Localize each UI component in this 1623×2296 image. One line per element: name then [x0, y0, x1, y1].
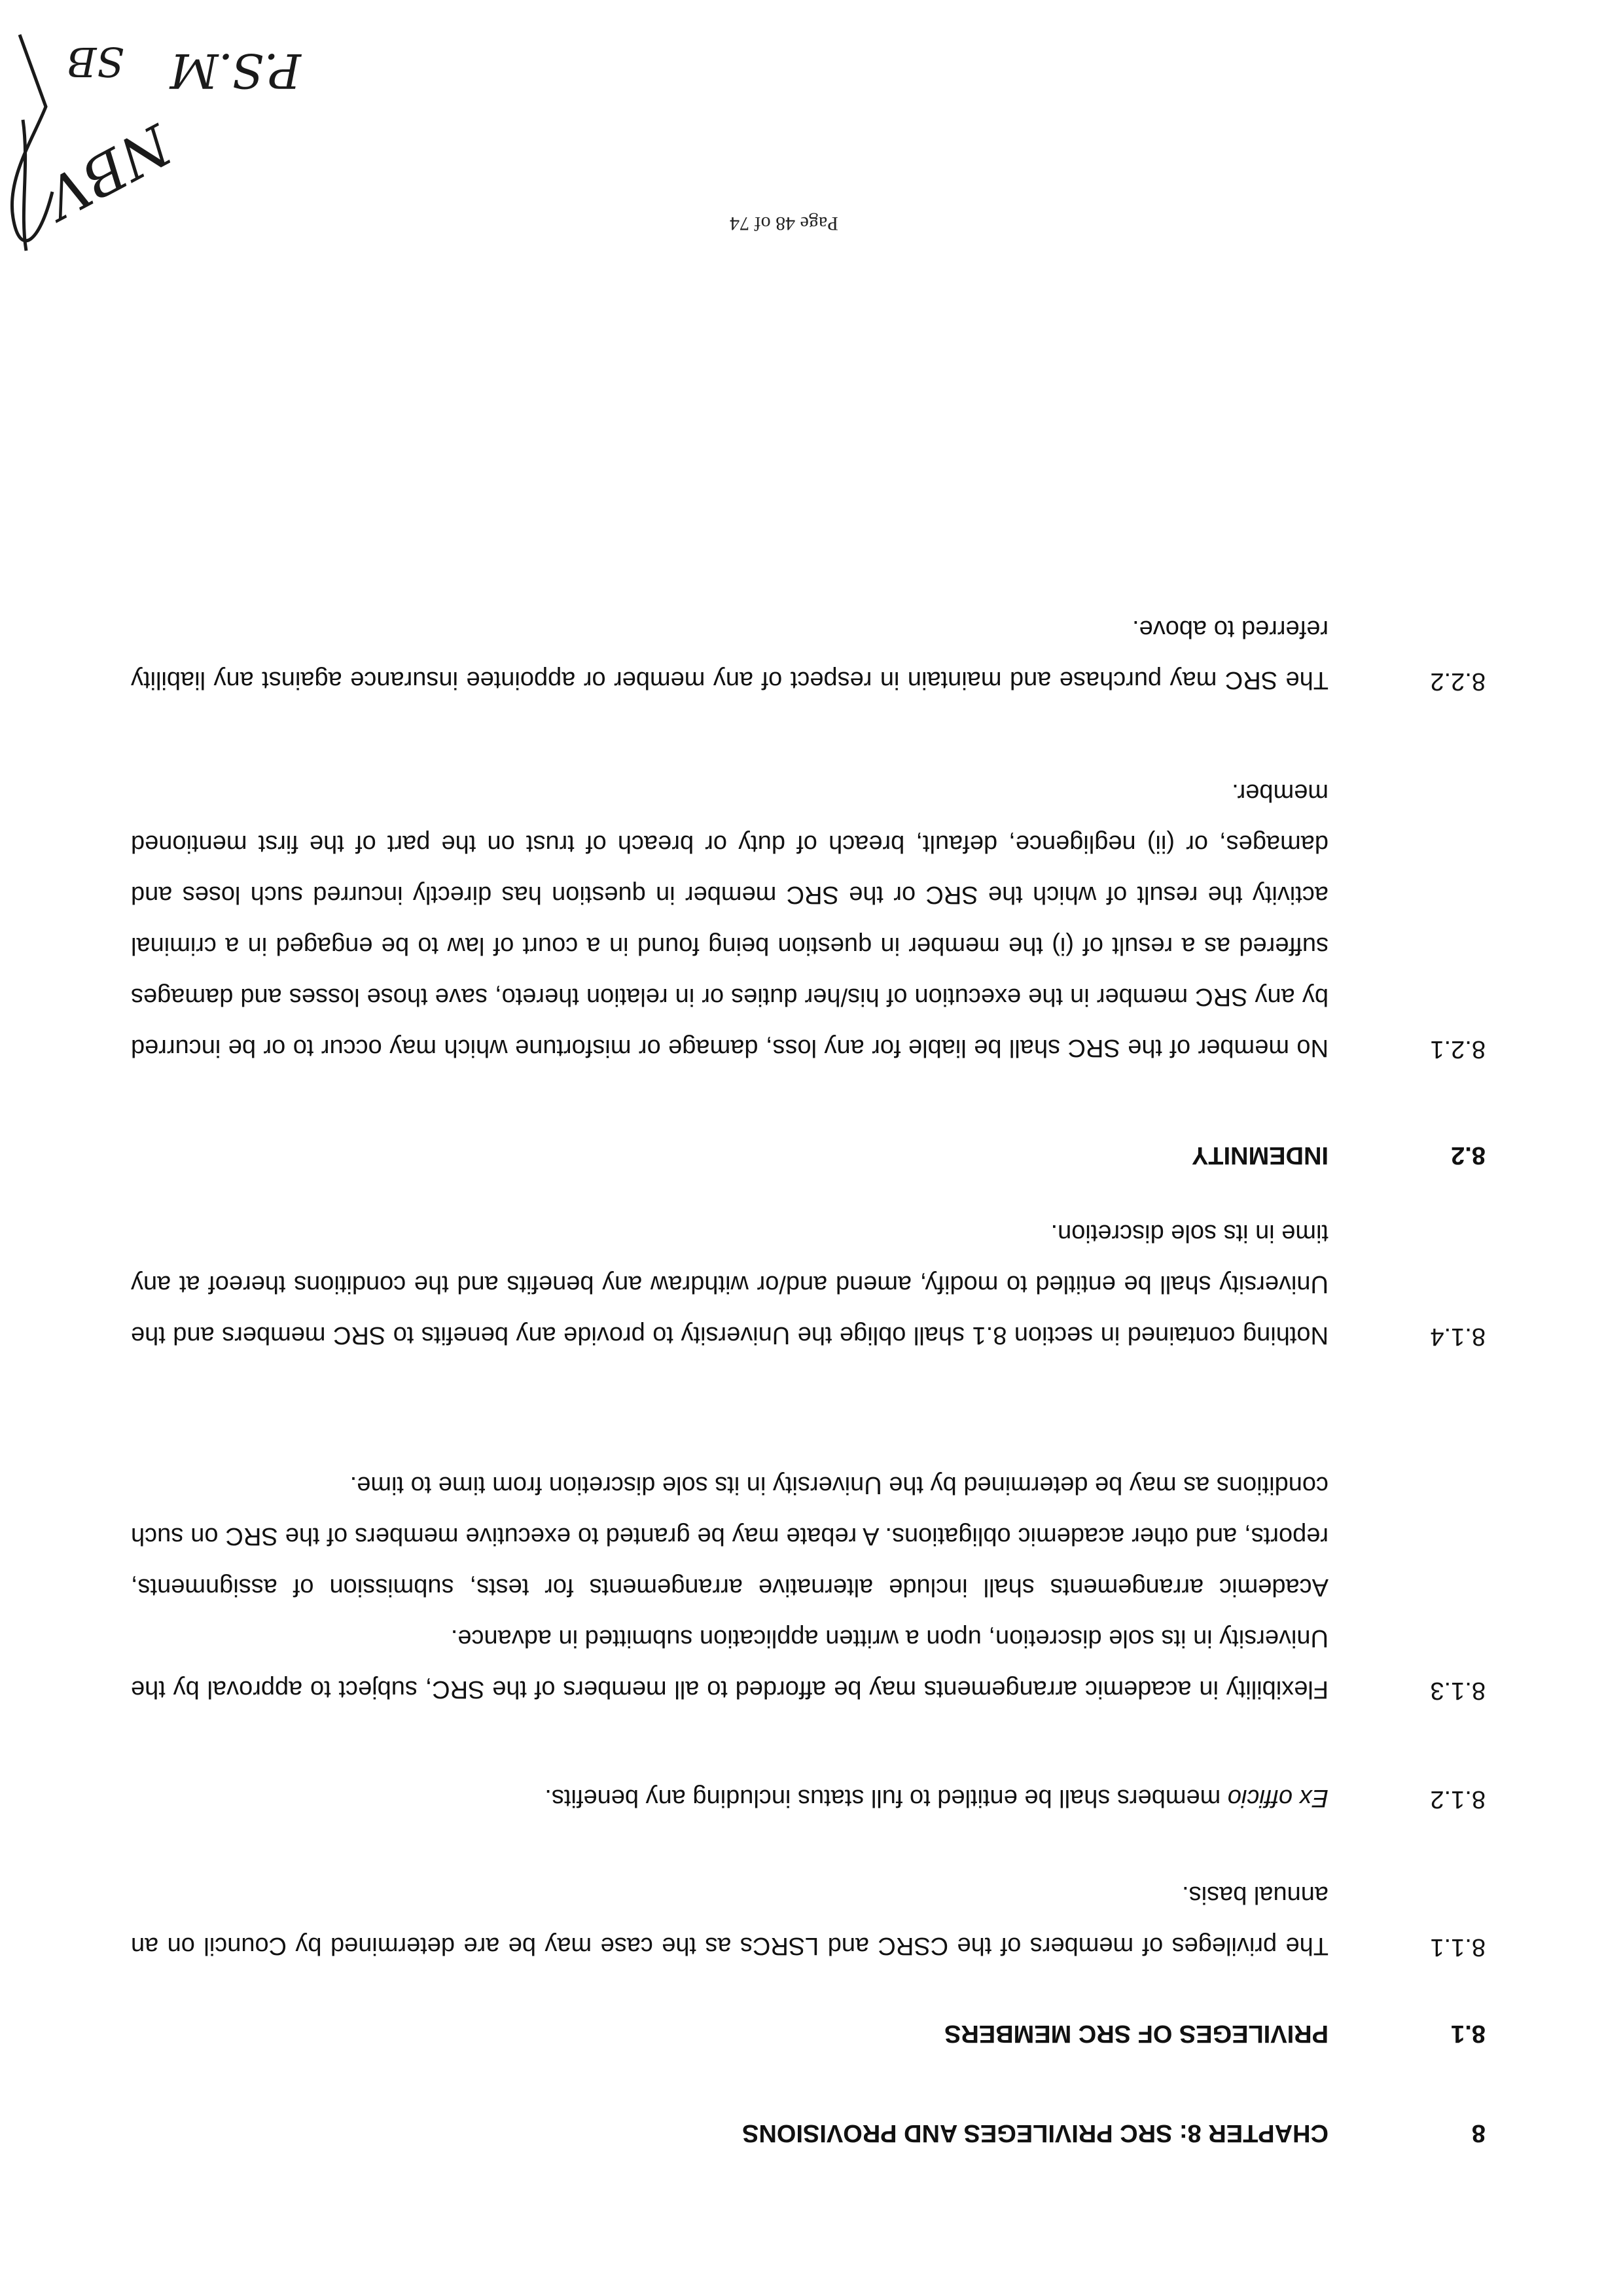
section-title-8-1: PRIVILEGES OF SRC MEMBERS — [944, 2020, 1329, 2047]
signature-mark — [0, 28, 327, 270]
page-number: Page 48 of 74 — [730, 213, 838, 234]
chapter-title: CHAPTER 8: SRC PRIVILEGES AND PROVISIONS — [742, 2119, 1329, 2147]
clause-number-8-1-1: 8.1.1 — [1430, 1933, 1486, 1961]
clause-text-8-1-3b: Academic arrangements shall include alternative arrangements for tests, submission of assignments, reports, and other academic obligations. A rebate may be granted to executive members of the SRC on such conditions as may be determined by the University in its sole discretion from time to time. — [131, 1471, 1329, 1601]
signature-stroke-2 — [23, 120, 26, 251]
clause-text-8-2-1: No member of the SRC shall be liable for any loss, damage or misfortune which may occur to or be incurred by any SRC member in the execution of his/her duties or in relation thereto, save those losses and damages suffered as a result of (i) the member in question being found in a court of law to be engaged in a criminal activity the result of which the SRC or the SRC member in question has directly incurred such loses and damages, or (ii) negligence, default, breach of duty or breach of trust on the part of the first mentioned member. — [131, 779, 1329, 1062]
clause-number-8-1-2: 8.1.2 — [1430, 1785, 1486, 1813]
clause-number-8-1-4: 8.1.4 — [1430, 1323, 1486, 1350]
section-number-8-2: 8.2 — [1451, 1141, 1486, 1169]
clause-text-8-1-2 — [131, 1772, 1329, 1823]
clause-number-8-2-2: 8.2.2 — [1430, 668, 1486, 695]
section-title-8-2: INDEMNITY — [1192, 1141, 1329, 1169]
clause-emphasis-8-1-2: Ex officio — [1227, 1784, 1329, 1812]
clause-text-8-1-4: Nothing contained in section 8.1 shall oblige the University to provide any benefits to SRC members and the University shall be entitled to modify, amend and/or withdraw any benefits and the conditions thereof at any time in its sole discretion. — [131, 1219, 1329, 1349]
clause-number-8-2-1: 8.2.1 — [1430, 1035, 1486, 1063]
initials-sb: SB — [66, 38, 124, 86]
signature-stroke — [12, 35, 52, 241]
clause-text-8-1-3a: Flexibility in academic arrangements may be afforded to all members of the SRC, subject to approval by the University in its sole discretion, upon a written application submitted in advance. — [131, 1624, 1329, 1703]
clause-number-8-1-3: 8.1.3 — [1430, 1677, 1486, 1704]
clause-text-8-1-1: The privileges of members of the CSRC and LSRCs as the case may be are determined by Council on an annual basis. — [131, 1881, 1329, 1960]
clause-text-8-2-2: The SRC may purchase and maintain in respect of any member or appointee insurance against any liability referred to above. — [131, 615, 1329, 694]
clause-body-8-1-2: members shall be entitled to full status including any benefits. — [544, 1784, 1228, 1812]
section-number-8-1: 8.1 — [1451, 2020, 1486, 2047]
chapter-number: 8 — [1471, 2119, 1486, 2147]
initials-psm: P.S.M — [169, 43, 301, 98]
initials-nbv: NBV — [35, 111, 182, 230]
handwritten-initials — [0, 28, 327, 270]
